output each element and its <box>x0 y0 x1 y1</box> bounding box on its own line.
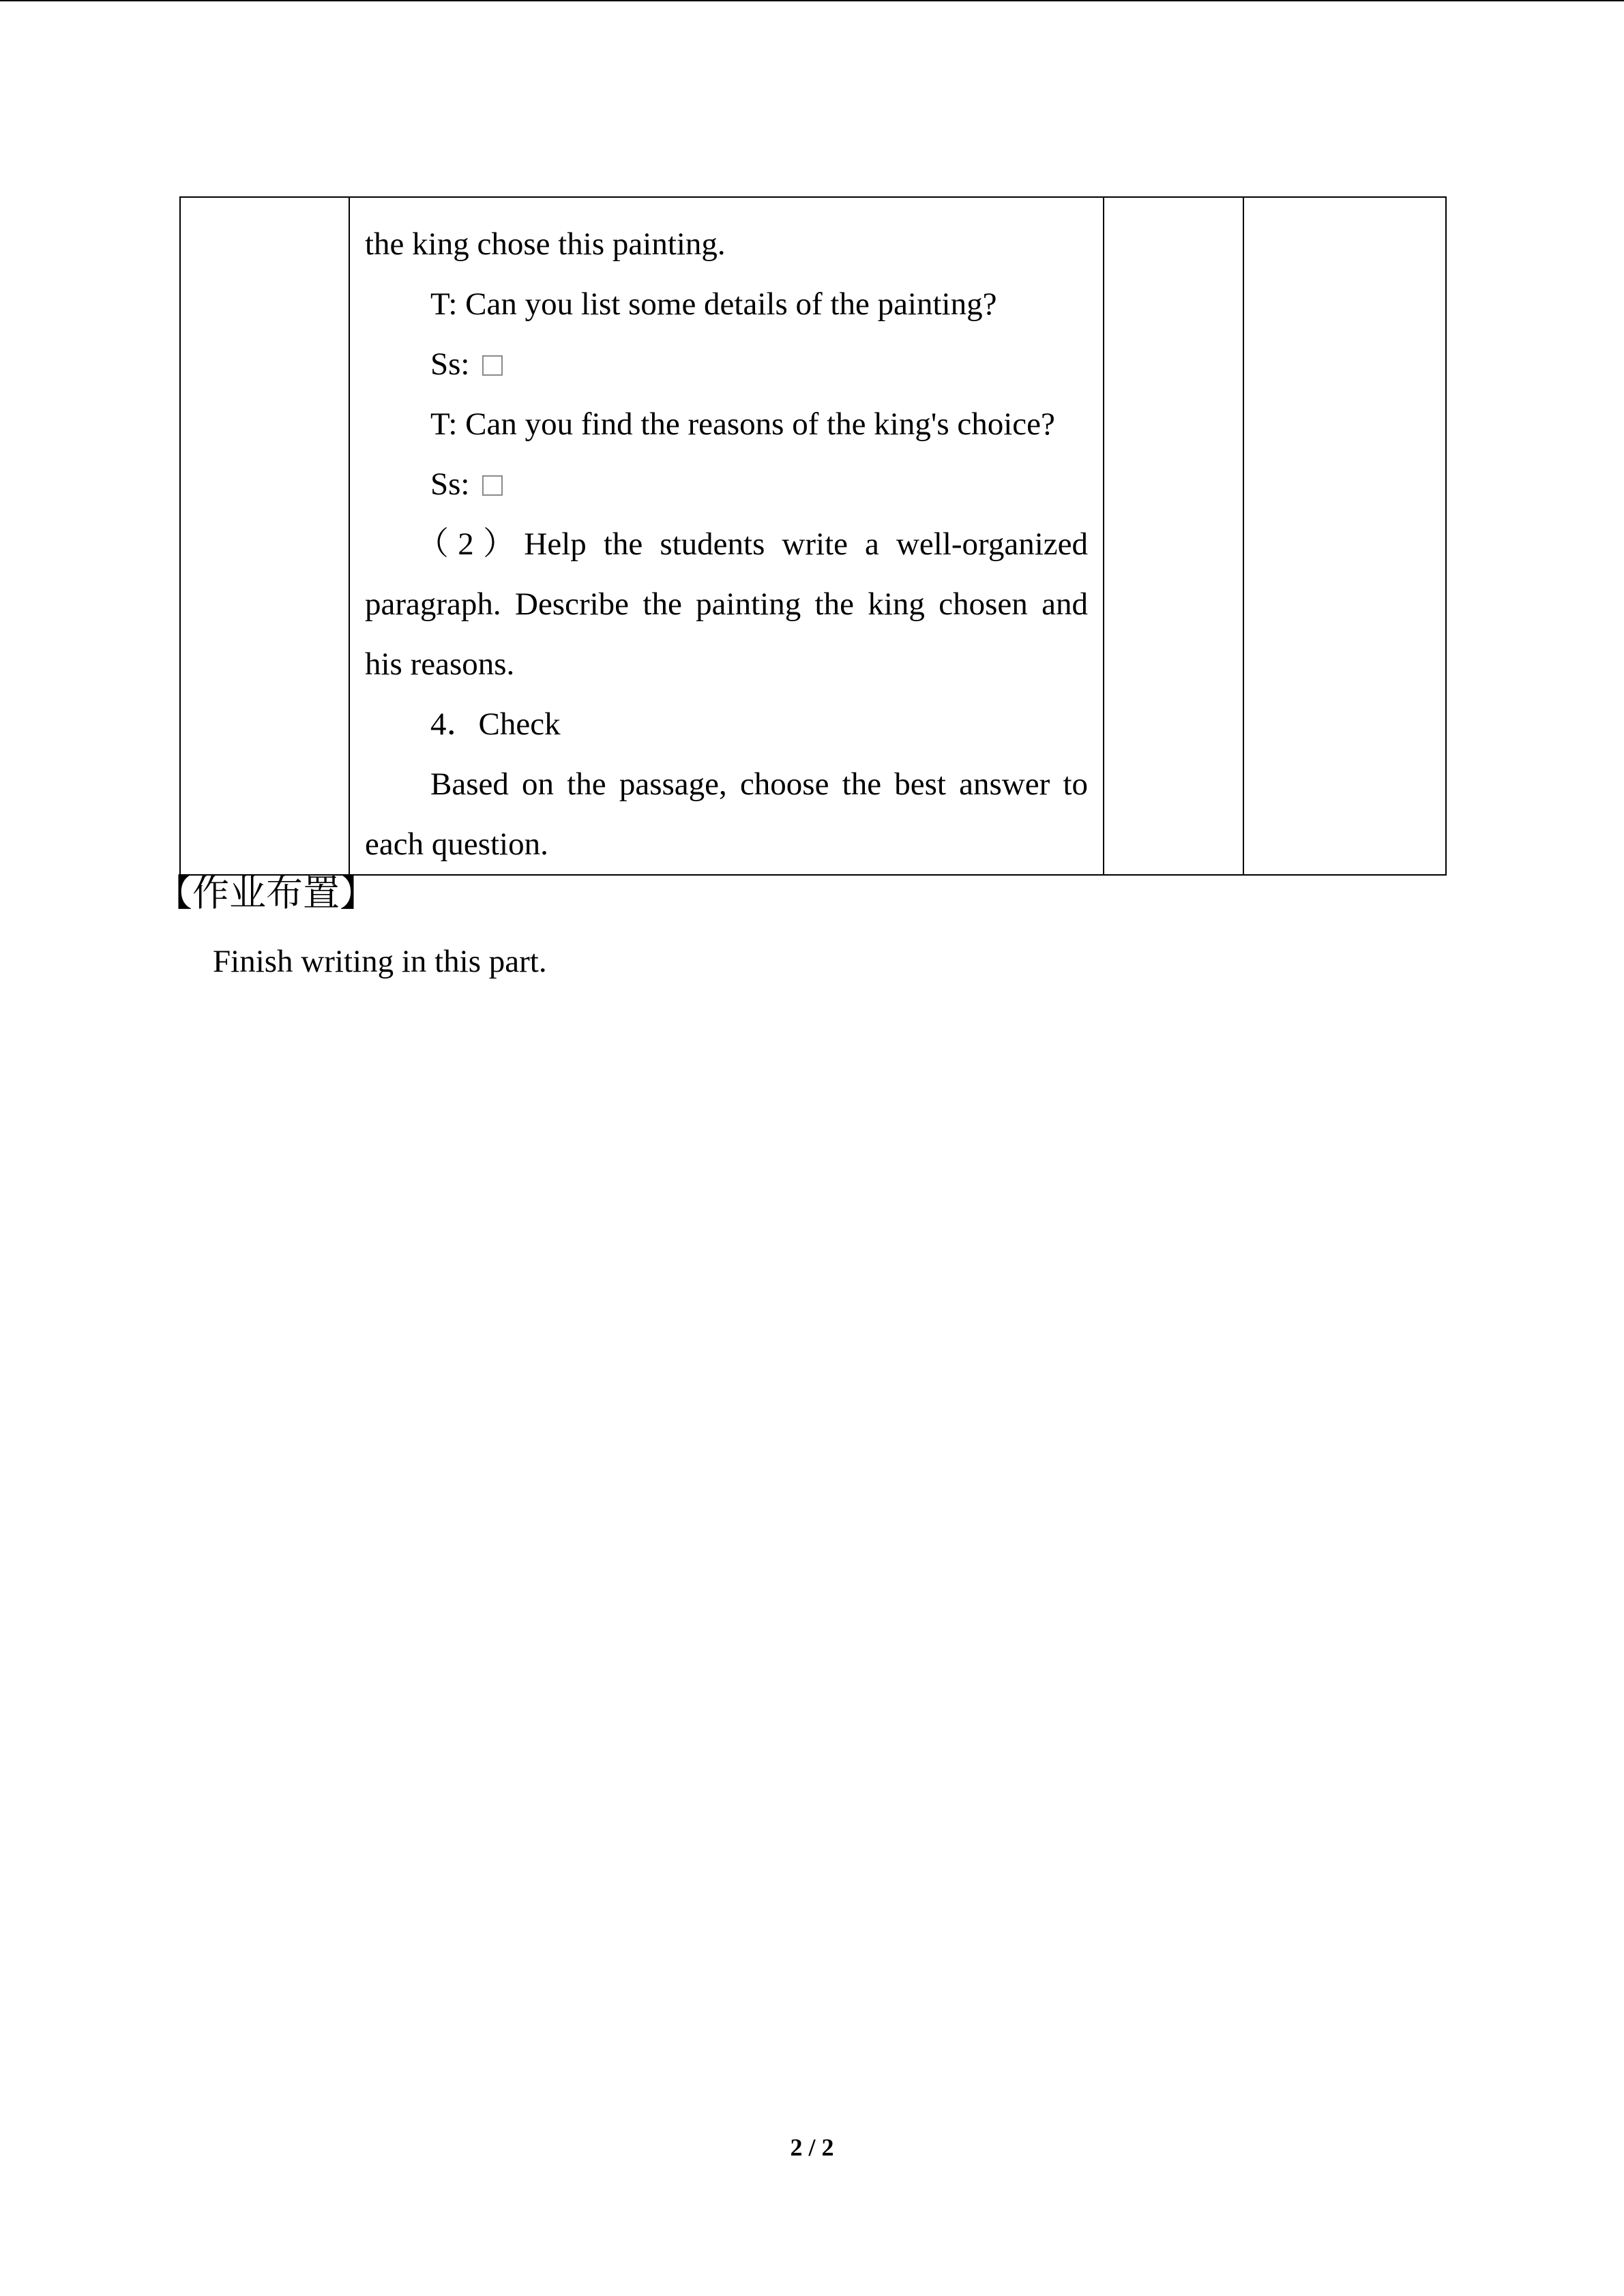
empty-box-icon <box>482 355 503 376</box>
content-paragraph: T: Can you list some details of the painting? <box>430 286 997 322</box>
content-paragraph: （2）Help the students write a well-organized paragraph. Describe the painting the king chosen and his reasons. <box>365 526 1088 682</box>
table-cell-stage <box>180 197 349 875</box>
content-paragraph: the king chose this painting. <box>365 226 726 262</box>
table-cell-purpose <box>1104 197 1243 875</box>
table-cell-activities <box>349 197 1104 875</box>
page-number: 2 / 2 <box>790 2134 834 2161</box>
speaker-label: Ss: <box>430 466 470 502</box>
content-paragraph: Based on the passage, choose the best answer to each question. <box>365 766 1088 862</box>
homework-heading: 【作业布置】 <box>156 871 377 914</box>
homework-text: Finish writing in this part. <box>213 944 547 979</box>
table-cell-notes <box>1243 197 1446 875</box>
content-paragraph <box>365 454 1088 514</box>
top-border-line <box>0 0 1624 1</box>
empty-box-icon <box>482 475 503 496</box>
content-paragraph <box>365 334 1088 394</box>
content-paragraph: 4．Check <box>430 706 561 742</box>
lesson-plan-table <box>179 196 1447 876</box>
content-paragraph: T: Can you find the reasons of the king's choice? <box>430 406 1055 442</box>
table-row <box>180 197 1446 875</box>
speaker-label: Ss: <box>430 346 470 382</box>
